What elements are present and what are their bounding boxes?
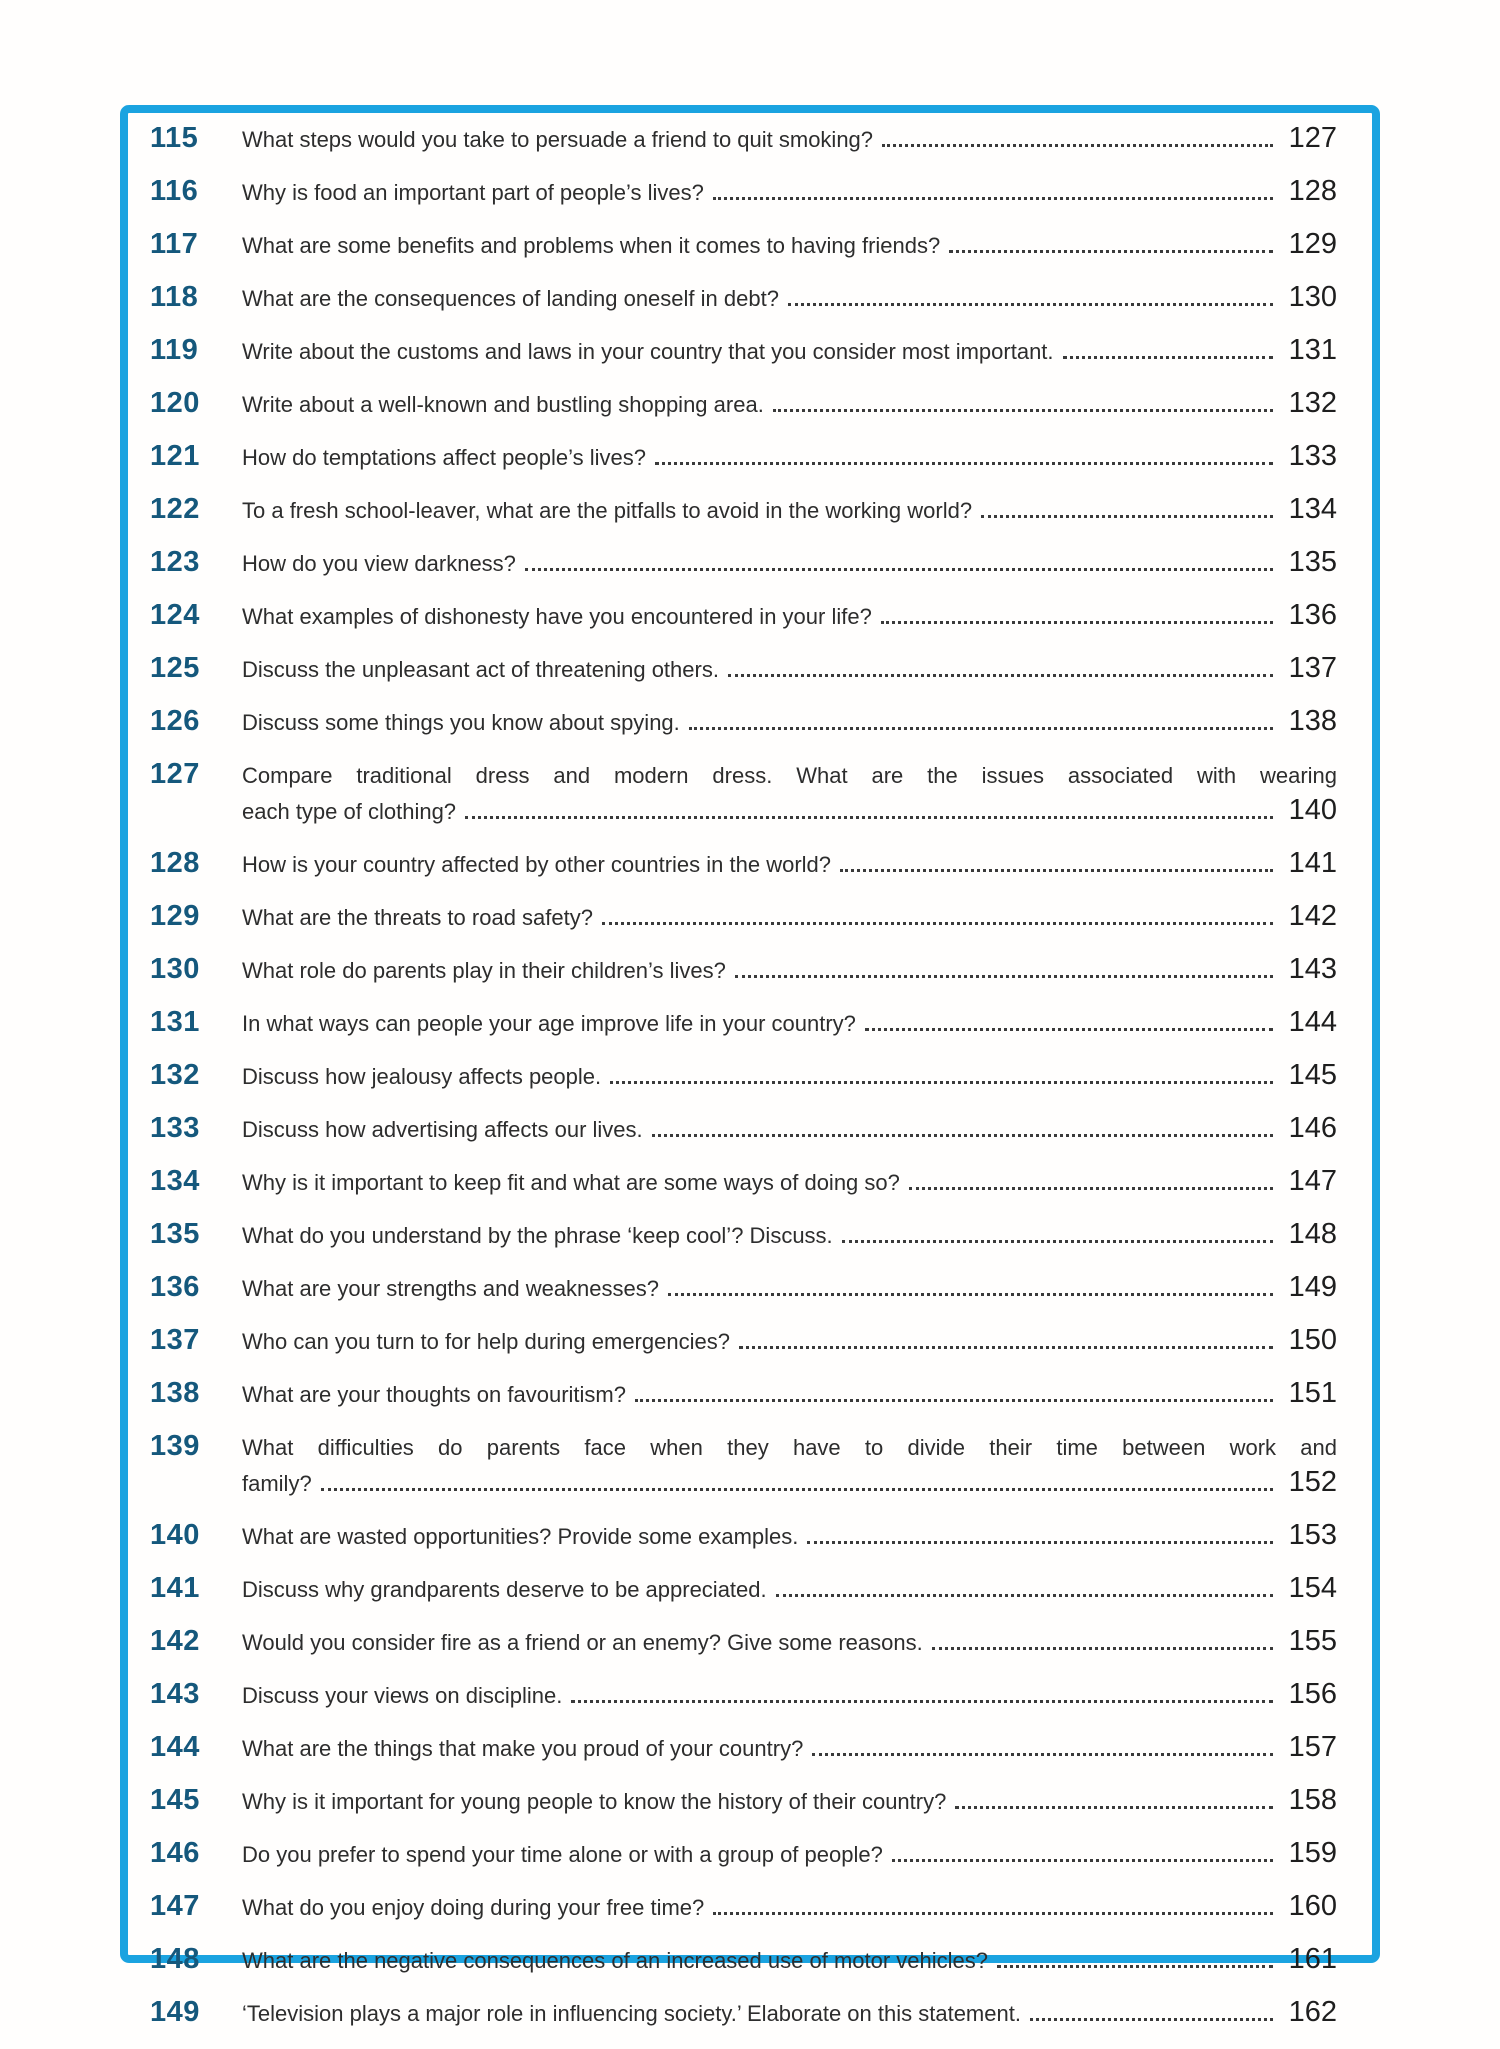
dotted-leader [812,1750,1273,1756]
dotted-leader [713,1909,1273,1915]
entry-page-number: 153 [1288,1519,1337,1551]
toc-entry [150,1270,1337,1306]
entry-page-number: 140 [1288,794,1337,826]
entry-last-line [242,386,1337,422]
toc-entry [150,899,1337,935]
entry-last-line [242,227,1337,263]
toc-entry [150,280,1337,316]
dotted-leader [668,1290,1273,1296]
entry-text: Discuss why grandparents deserve to be appreciated. [242,1577,767,1602]
entry-text: Write about a well-known and bustling shopping area. [242,392,764,417]
dotted-leader [881,618,1273,624]
toc-entry [150,1730,1337,1766]
entry-text: Why is it important to keep fit and what are some ways of doing so? [242,1170,900,1195]
entry-last-line [242,1836,1337,1872]
entry-page-number: 137 [1288,652,1337,684]
dotted-leader [571,1697,1273,1703]
entry-body [242,598,1337,634]
entry-last-line [242,1730,1337,1766]
toc-entry [150,1376,1337,1412]
entry-page-number: 161 [1288,1943,1337,1975]
toc-entry [150,545,1337,581]
entry-last-line [242,952,1337,988]
toc-entry [150,1677,1337,1713]
entry-number: 136 [150,1271,200,1303]
entry-text: Do you prefer to spend your time alone or with a group of people? [242,1842,883,1867]
dotted-leader [807,1538,1273,1544]
entry-last-line [242,1465,1337,1501]
toc-entry [150,651,1337,687]
entry-body [242,952,1337,988]
entry-text: family? [242,1471,312,1496]
entry-text-line: Compare traditional dress and modern dress. What are the issues associated with wearing [242,763,1337,788]
entry-page-number: 152 [1288,1466,1337,1498]
entry-body [242,1783,1337,1819]
toc-entry [150,757,1337,829]
dotted-leader [773,406,1273,412]
dotted-leader [955,1803,1273,1809]
entry-page-number: 130 [1288,281,1337,313]
entry-number: 147 [150,1890,200,1922]
entry-number: 121 [150,440,200,472]
entry-page-number: 133 [1288,440,1337,472]
entry-last-line [242,280,1337,316]
toc-entry [150,846,1337,882]
dotted-leader [788,300,1273,306]
entry-last-line [242,1164,1337,1200]
entry-page-number: 156 [1288,1678,1337,1710]
entry-text: What are your strengths and weaknesses? [242,1276,660,1301]
dotted-leader [610,1078,1273,1084]
entry-last-line [242,1995,1337,2031]
entry-number: 135 [150,1218,200,1250]
entry-text: Discuss the unpleasant act of threatening others. [242,657,719,682]
dotted-leader [1030,2015,1273,2021]
toc-entry [150,1323,1337,1359]
entry-number: 119 [150,334,199,366]
toc-list [150,121,1337,2031]
entry-page-number: 157 [1288,1731,1337,1763]
toc-entry [150,1783,1337,1819]
toc-entry [150,1889,1337,1925]
entry-text: Discuss some things you know about spying. [242,710,680,735]
entry-body [242,846,1337,882]
toc-entry [150,1111,1337,1147]
dotted-leader [652,1131,1273,1137]
entry-last-line [242,793,1337,829]
entry-text: What are the things that make you proud of your country? [242,1736,804,1761]
entry-number: 125 [150,652,200,684]
entry-text: What are your thoughts on favouritism? [242,1382,626,1407]
entry-last-line [242,333,1337,369]
entry-number: 120 [150,387,200,419]
entry-text: What do you enjoy doing during your free time? [242,1895,705,1920]
dotted-leader [635,1396,1273,1402]
entry-body [242,1677,1337,1713]
entry-body [242,1005,1337,1041]
toc-entry [150,1518,1337,1554]
dotted-leader [525,565,1273,571]
toc-entry [150,492,1337,528]
entry-last-line [242,492,1337,528]
entry-number: 145 [150,1784,200,1816]
entry-number: 137 [150,1324,200,1356]
entry-text: Write about the customs and laws in your country that you consider most important. [242,339,1054,364]
dotted-leader [735,972,1273,978]
toc-entry [150,1942,1337,1978]
entry-text: Who can you turn to for help during emergencies? [242,1329,730,1354]
toc-entry [150,1571,1337,1607]
toc-entry [150,1995,1337,2031]
entry-body [242,1376,1337,1412]
entry-number: 149 [150,1996,200,2028]
entry-body [242,227,1337,263]
entry-body [242,1995,1337,2031]
entry-body [242,1323,1337,1359]
entry-body [242,439,1337,475]
dotted-leader [776,1591,1273,1597]
entry-text: What are the threats to road safety? [242,905,593,930]
entry-last-line [242,899,1337,935]
entry-number: 115 [150,122,199,154]
entry-number: 138 [150,1377,200,1409]
toc-entry [150,227,1337,263]
dotted-leader [689,724,1273,730]
entry-page-number: 143 [1288,953,1337,985]
entry-number: 124 [150,599,200,631]
entry-page-number: 131 [1288,334,1337,366]
entry-last-line [242,846,1337,882]
dotted-leader [1063,353,1273,359]
entry-body [242,1164,1337,1200]
entry-last-line [242,1270,1337,1306]
entry-text: Discuss how advertising affects our lives. [242,1117,643,1142]
entry-page-number: 127 [1288,122,1337,154]
dotted-leader [602,919,1273,925]
entry-page-number: 135 [1288,546,1337,578]
entry-body [242,1058,1337,1094]
entry-page-number: 151 [1288,1377,1337,1409]
toc-entry [150,1005,1337,1041]
entry-number: 123 [150,546,200,578]
entry-body [242,759,1337,829]
entry-number: 130 [150,953,200,985]
entry-body [242,1836,1337,1872]
entry-page-number: 147 [1288,1165,1337,1197]
entry-number: 126 [150,705,200,737]
dotted-leader [739,1343,1273,1349]
entry-page-number: 158 [1288,1784,1337,1816]
entry-text: What do you understand by the phrase ‘keep cool’? Discuss. [242,1223,833,1248]
toc-entry [150,1164,1337,1200]
entry-number: 129 [150,900,200,932]
entry-number: 140 [150,1519,200,1551]
dotted-leader [728,671,1273,677]
entry-page-number: 141 [1288,847,1337,879]
entry-body [242,1431,1337,1501]
entry-body [242,899,1337,935]
toc-entry [150,121,1337,157]
entry-text: To a fresh school-leaver, what are the pitfalls to avoid in the working world? [242,498,973,523]
dotted-leader [997,1962,1273,1968]
entry-body [242,1571,1337,1607]
entry-text: ‘Television plays a major role in influencing society.’ Elaborate on this statement. [242,2001,1021,2026]
entry-body [242,1624,1337,1660]
toc-entry [150,439,1337,475]
entry-last-line [242,545,1337,581]
entry-last-line [242,1111,1337,1147]
entry-number: 134 [150,1165,200,1197]
entry-number: 148 [150,1943,200,1975]
entry-page-number: 162 [1288,1996,1337,2028]
entry-last-line [242,1217,1337,1253]
entry-text: What are wasted opportunities? Provide some examples. [242,1524,799,1549]
entry-last-line [242,1942,1337,1978]
dotted-leader [909,1184,1273,1190]
toc-entry [150,1624,1337,1660]
entry-number: 127 [150,758,200,790]
entry-page-number: 136 [1288,599,1337,631]
entry-number: 142 [150,1625,200,1657]
entry-text: Discuss your views on discipline. [242,1683,563,1708]
entry-last-line [242,121,1337,157]
dotted-leader [713,194,1273,200]
entry-body [242,1217,1337,1253]
entry-number: 131 [150,1006,200,1038]
entry-text: What are some benefits and problems when it comes to having friends? [242,233,941,258]
dotted-leader [840,866,1273,872]
toc-entry [150,333,1337,369]
entry-body [242,1889,1337,1925]
entry-number: 146 [150,1837,200,1869]
entry-body [242,280,1337,316]
entry-last-line [242,651,1337,687]
entry-last-line [242,439,1337,475]
toc-entry [150,1836,1337,1872]
entry-page-number: 134 [1288,493,1337,525]
dotted-leader [882,141,1273,147]
entry-body [242,386,1337,422]
entry-page-number: 142 [1288,900,1337,932]
dotted-leader [981,512,1273,518]
entry-body [242,1942,1337,1978]
entry-number: 133 [150,1112,200,1144]
entry-body [242,1111,1337,1147]
entry-text: In what ways can people your age improve life in your country? [242,1011,856,1036]
entry-page-number: 128 [1288,175,1337,207]
toc-entry [150,704,1337,740]
entry-text-line: What difficulties do parents face when they have to divide their time between work and [242,1435,1337,1460]
entry-number: 116 [150,175,199,207]
dotted-leader [865,1025,1273,1031]
dotted-leader [892,1856,1273,1862]
entry-page-number: 129 [1288,228,1337,260]
entry-page-number: 155 [1288,1625,1337,1657]
entry-last-line [242,1323,1337,1359]
entry-number: 143 [150,1678,200,1710]
entry-text: Why is it important for young people to know the history of their country? [242,1789,947,1814]
entry-page-number: 154 [1288,1572,1337,1604]
entry-last-line [242,1058,1337,1094]
entry-page-number: 144 [1288,1006,1337,1038]
dotted-leader [465,813,1273,819]
entry-number: 139 [150,1430,200,1462]
dotted-leader [321,1485,1273,1491]
entry-body [242,1730,1337,1766]
entry-body [242,651,1337,687]
entry-page-number: 149 [1288,1271,1337,1303]
dotted-leader [842,1237,1273,1243]
toc-entry [150,1429,1337,1501]
entry-last-line [242,1376,1337,1412]
entry-number: 118 [150,281,199,313]
entry-page-number: 146 [1288,1112,1337,1144]
entry-number: 144 [150,1731,200,1763]
entry-body [242,333,1337,369]
entry-page-number: 150 [1288,1324,1337,1356]
entry-text: Why is food an important part of people’s lives? [242,180,704,205]
toc-entry [150,1217,1337,1253]
entry-page-number: 145 [1288,1059,1337,1091]
entry-body [242,492,1337,528]
entry-last-line [242,1571,1337,1607]
entry-last-line [242,598,1337,634]
entry-number: 141 [150,1572,200,1604]
entry-number: 122 [150,493,200,525]
entry-text: Discuss how jealousy affects people. [242,1064,602,1089]
entry-text: How do you view darkness? [242,551,516,576]
entry-body [242,545,1337,581]
entry-number: 132 [150,1059,200,1091]
entry-number: 128 [150,847,200,879]
toc-entry [150,386,1337,422]
entry-body [242,704,1337,740]
entry-text: What steps would you take to persuade a friend to quit smoking? [242,127,874,152]
entry-page-number: 132 [1288,387,1337,419]
entry-body [242,1270,1337,1306]
toc-entry [150,174,1337,210]
entry-last-line [242,1005,1337,1041]
entry-body [242,121,1337,157]
entry-number: 117 [150,228,199,260]
entry-page-number: 159 [1288,1837,1337,1869]
toc-entry [150,598,1337,634]
entry-last-line [242,1518,1337,1554]
dotted-leader [932,1644,1273,1650]
entry-text: What examples of dishonesty have you encountered in your life? [242,604,872,629]
entry-page-number: 160 [1288,1890,1337,1922]
entry-text: How do temptations affect people’s lives? [242,445,646,470]
toc-border-box [120,105,1380,2028]
toc-entry [150,952,1337,988]
entry-body [242,1518,1337,1554]
entry-last-line [242,174,1337,210]
toc-entry [150,1058,1337,1094]
entry-text: each type of clothing? [242,799,457,824]
entry-text: What are the negative consequences of an increased use of motor vehicles? [242,1948,989,1973]
dotted-leader [655,459,1273,465]
entry-last-line [242,704,1337,740]
entry-text: How is your country affected by other countries in the world? [242,852,832,877]
entry-text: What role do parents play in their children’s lives? [242,958,726,983]
entry-page-number: 138 [1288,705,1337,737]
entry-text: Would you consider fire as a friend or an enemy? Give some reasons. [242,1630,923,1655]
entry-text: What are the consequences of landing oneself in debt? [242,286,779,311]
entry-page-number: 148 [1288,1218,1337,1250]
entry-last-line [242,1624,1337,1660]
entry-body [242,174,1337,210]
dotted-leader [949,247,1273,253]
entry-last-line [242,1889,1337,1925]
entry-last-line [242,1783,1337,1819]
entry-last-line [242,1677,1337,1713]
